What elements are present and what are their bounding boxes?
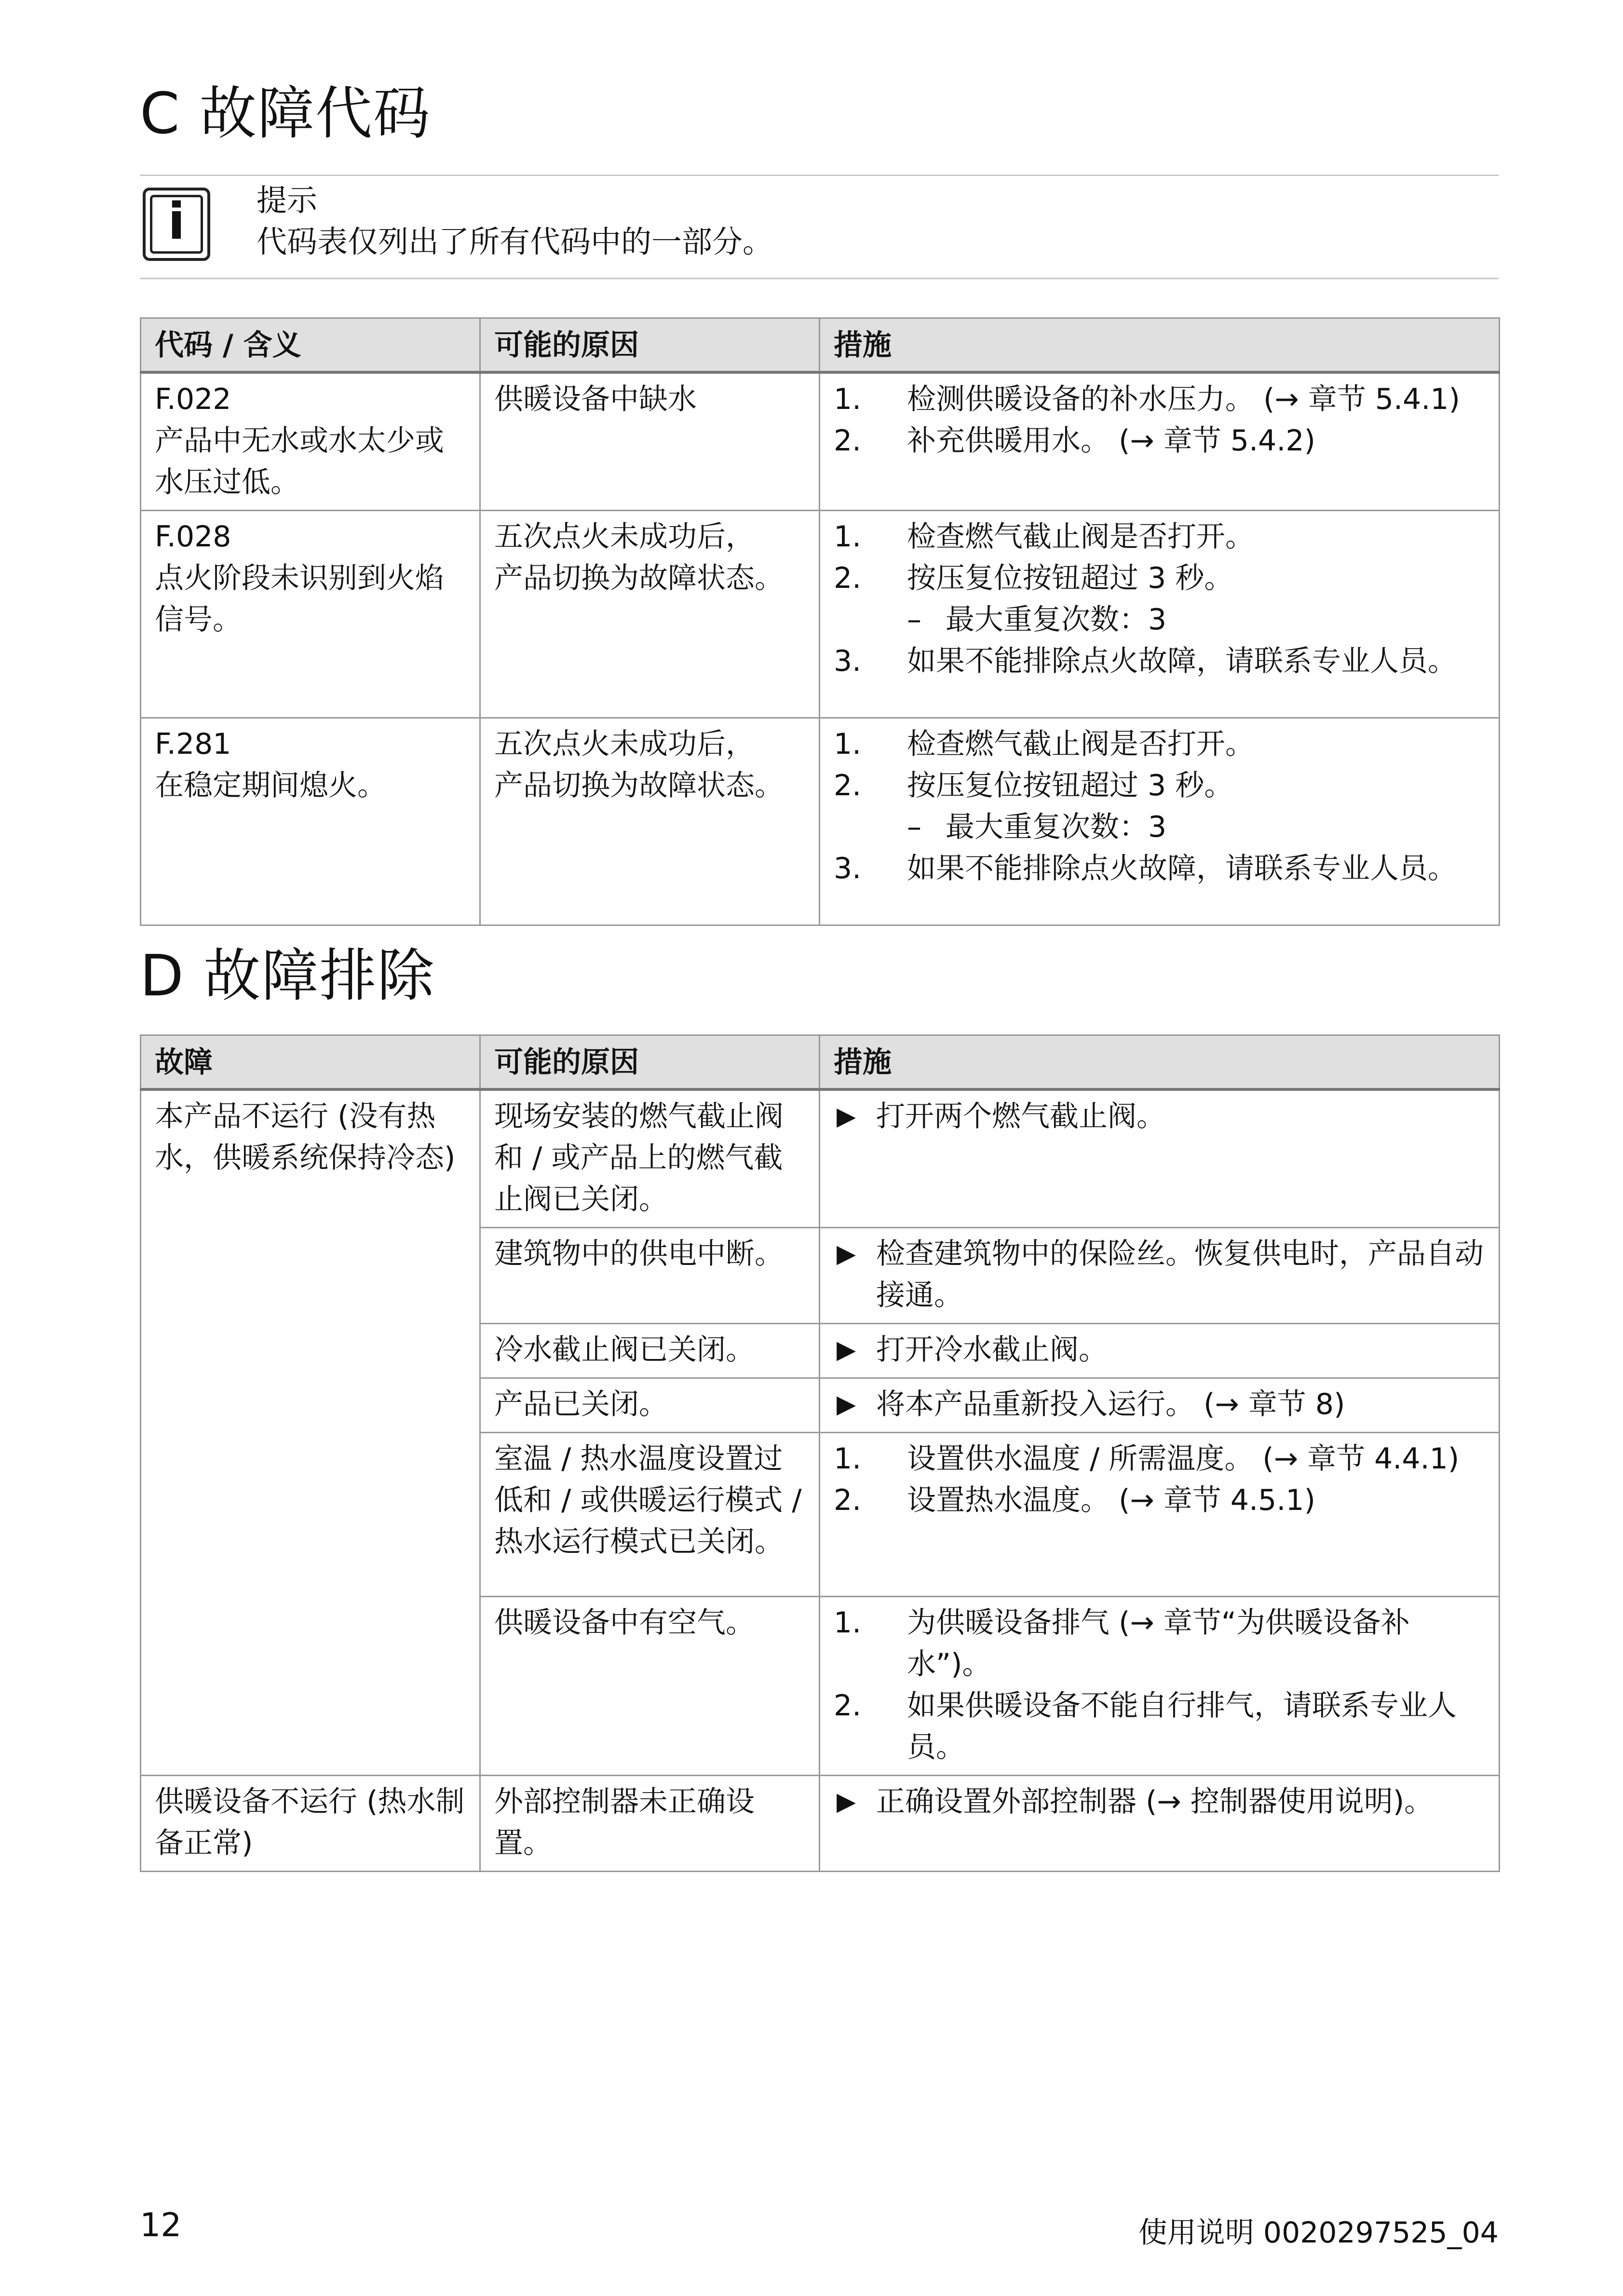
action-cell <box>820 1433 1500 1597</box>
cause-text: 产品切换为故障状态。 <box>494 561 784 595</box>
fault-code: F.028 <box>155 520 231 554</box>
step-item: 1. 检查燃气截止阀是否打开。 <box>834 520 1254 554</box>
cause-cell: 供暖设备中有空气。 <box>480 1597 820 1776</box>
code-cell <box>141 372 480 511</box>
step-item: 1. 检测供暖设备的补水压力。 (→ 章节 5.4.1) <box>834 382 1460 416</box>
sub-note: – 最大重复次数：3 <box>907 603 1167 637</box>
troubleshooting-table <box>140 1034 1500 1872</box>
step-item: 2. 设置热水温度。 (→ 章节 4.5.1) <box>834 1483 1315 1517</box>
action-cell <box>820 1228 1500 1324</box>
column-header: 代码 / 含义 <box>141 318 480 373</box>
action-bullet: ▶ 打开两个燃气截止阀。 <box>834 1096 1485 1137</box>
table-row <box>141 718 1500 925</box>
action-bullet: ▶ 将本产品重新投入运行。 (→ 章节 8) <box>834 1384 1485 1425</box>
action-bullet: ▶ 正确设置外部控制器 (→ 控制器使用说明)。 <box>834 1781 1485 1822</box>
document-label: 使用说明 0020297525_04 <box>1138 2216 1499 2250</box>
fault-code: F.022 <box>155 382 231 416</box>
fault-meaning: 水压过低。 <box>155 465 299 499</box>
step-item: 2. 按压复位按钮超过 3 秒。 – 最大重复次数：3 <box>834 765 1485 848</box>
action-cell <box>820 1324 1500 1378</box>
cause-text: 供暖设备中缺水 <box>494 382 697 416</box>
fault-cell: 供暖设备不运行 (热水制备正常) <box>141 1776 480 1872</box>
action-cell <box>820 718 1500 925</box>
step-item: 3. 如果不能排除点火故障，请联系专业人员。 <box>834 644 1457 678</box>
cause-cell: 建筑物中的供电中断。 <box>480 1228 820 1324</box>
section-d-title: D 故障排除 <box>140 942 435 1009</box>
cause-text: 五次点火未成功后， <box>494 520 755 554</box>
cause-cell <box>480 372 820 511</box>
notice-text: 代码表仅列出了所有代码中的一部分。 <box>257 224 773 259</box>
action-cell <box>820 511 1500 718</box>
step-item: 2. 按压复位按钮超过 3 秒。 – 最大重复次数：3 <box>834 557 1485 640</box>
step-item: 2. 如果供暖设备不能自行排气，请联系专业人员。 <box>834 1689 1457 1764</box>
step-item: 1. 设置供水温度 / 所需温度。 (→ 章节 4.4.1) <box>834 1442 1460 1476</box>
cause-cell: 冷水截止阀已关闭。 <box>480 1324 820 1378</box>
fault-meaning: 点火阶段未识别到火焰 <box>155 561 444 595</box>
sub-note: – 最大重复次数：3 <box>907 810 1167 844</box>
table-row <box>141 1776 1500 1872</box>
fault-meaning: 信号。 <box>155 603 242 637</box>
table-header-row <box>141 318 1500 373</box>
column-header: 可能的原因 <box>480 1035 820 1090</box>
action-bullet: ▶ 打开冷水截止阀。 <box>834 1329 1485 1371</box>
page-number: 12 <box>140 2206 182 2244</box>
triangle-bullet-icon: ▶ <box>837 1390 856 1419</box>
fault-code-table <box>140 317 1500 926</box>
column-header: 可能的原因 <box>480 318 820 373</box>
table-row <box>141 511 1500 718</box>
cause-text: 五次点火未成功后， <box>494 727 755 761</box>
table-row <box>141 372 1500 511</box>
fault-meaning: 产品中无水或水太少或 <box>155 424 444 458</box>
table-header-row <box>141 1035 1500 1090</box>
notice-box <box>140 175 1499 279</box>
step-item: 3. 如果不能排除点火故障，请联系专业人员。 <box>834 852 1457 885</box>
info-icon: i <box>143 188 210 261</box>
cause-cell: 室温 / 热水温度设置过低和 / 或供暖运行模式 / 热水运行模式已关闭。 <box>480 1433 820 1597</box>
step-item: 1. 为供暖设备排气 (→ 章节“为供暖设备补水”)。 <box>834 1606 1410 1681</box>
fault-meaning: 在稳定期间熄火。 <box>155 769 386 802</box>
code-cell <box>141 511 480 718</box>
cause-cell <box>480 511 820 718</box>
cause-cell: 外部控制器未正确设置。 <box>480 1776 820 1872</box>
triangle-bullet-icon: ▶ <box>837 1102 856 1131</box>
section-c-title: C 故障代码 <box>140 80 431 147</box>
notice-title: 提示 <box>257 183 317 218</box>
code-cell <box>141 718 480 925</box>
table-row <box>141 1089 1500 1228</box>
column-header: 措施 <box>820 1035 1500 1090</box>
cause-cell: 产品已关闭。 <box>480 1378 820 1433</box>
triangle-bullet-icon: ▶ <box>837 1239 856 1268</box>
action-bullet: ▶ 检查建筑物中的保险丝。恢复供电时，产品自动接通。 <box>834 1233 1485 1316</box>
triangle-bullet-icon: ▶ <box>837 1335 856 1364</box>
fault-code: F.281 <box>155 727 231 761</box>
cause-cell: 现场安装的燃气截止阀和 / 或产品上的燃气截止阀已关闭。 <box>480 1089 820 1228</box>
action-cell <box>820 372 1500 511</box>
fault-cell: 本产品不运行 (没有热水，供暖系统保持冷态) <box>141 1089 480 1776</box>
cause-text: 产品切换为故障状态。 <box>494 769 784 802</box>
action-cell <box>820 1378 1500 1433</box>
column-header: 故障 <box>141 1035 480 1090</box>
triangle-bullet-icon: ▶ <box>837 1787 856 1816</box>
step-item: 2. 补充供暖用水。 (→ 章节 5.4.2) <box>834 424 1315 458</box>
column-header: 措施 <box>820 318 1500 373</box>
action-cell <box>820 1597 1500 1776</box>
action-cell <box>820 1776 1500 1872</box>
cause-cell <box>480 718 820 925</box>
step-item: 1. 检查燃气截止阀是否打开。 <box>834 727 1254 761</box>
action-cell <box>820 1089 1500 1228</box>
